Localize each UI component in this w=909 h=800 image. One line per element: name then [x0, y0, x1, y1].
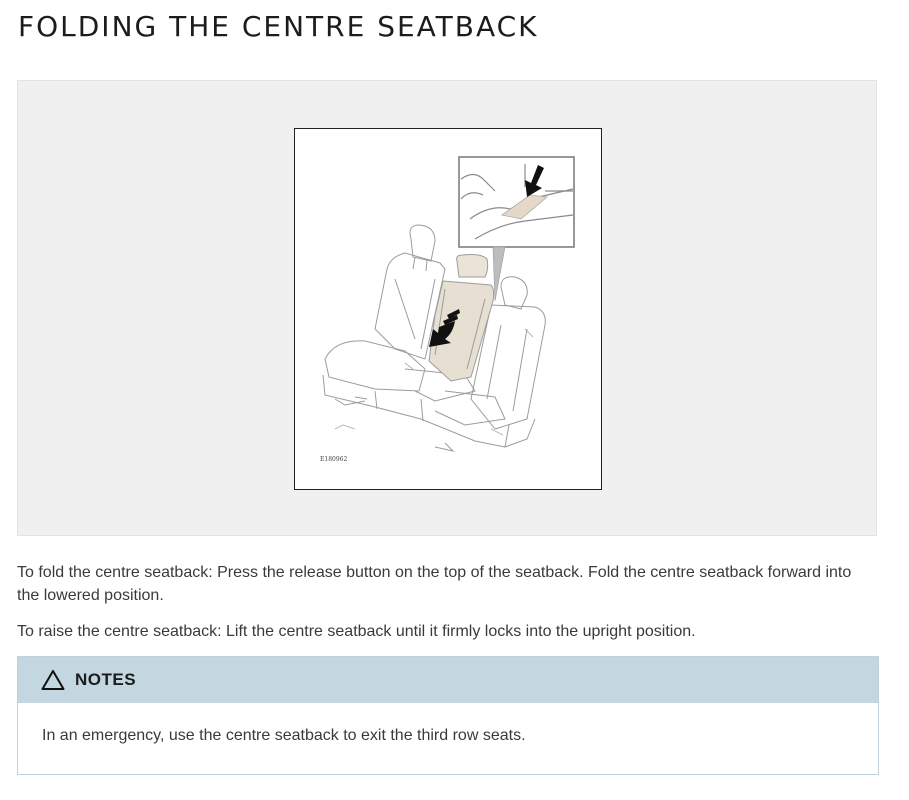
- instruction-raise: To raise the centre seatback: Lift the centre seatback until it firmly locks into the upright position.: [17, 623, 696, 640]
- page-title: FOLDING THE CENTRE SEATBACK: [18, 10, 539, 43]
- centre-seatback: [429, 255, 494, 382]
- instruction-fold: To fold the centre seatback: Press the release button on the top of the seatback. Fold the centre seatback forward into the lowered position.: [17, 564, 852, 604]
- figure-code: E180962: [320, 456, 348, 463]
- figure-panel: [17, 80, 877, 536]
- seat-illustration: [295, 129, 601, 489]
- figure-frame: [294, 128, 602, 490]
- down-arrow-icon: [525, 165, 544, 197]
- notes-box: [17, 656, 879, 775]
- release-button-inset: [459, 157, 574, 247]
- warning-triangle-icon: [41, 669, 65, 691]
- notes-text: In an emergency, use the centre seatback to exit the third row seats.: [42, 727, 526, 744]
- notes-header: [18, 657, 878, 703]
- notes-title: NOTES: [75, 670, 137, 689]
